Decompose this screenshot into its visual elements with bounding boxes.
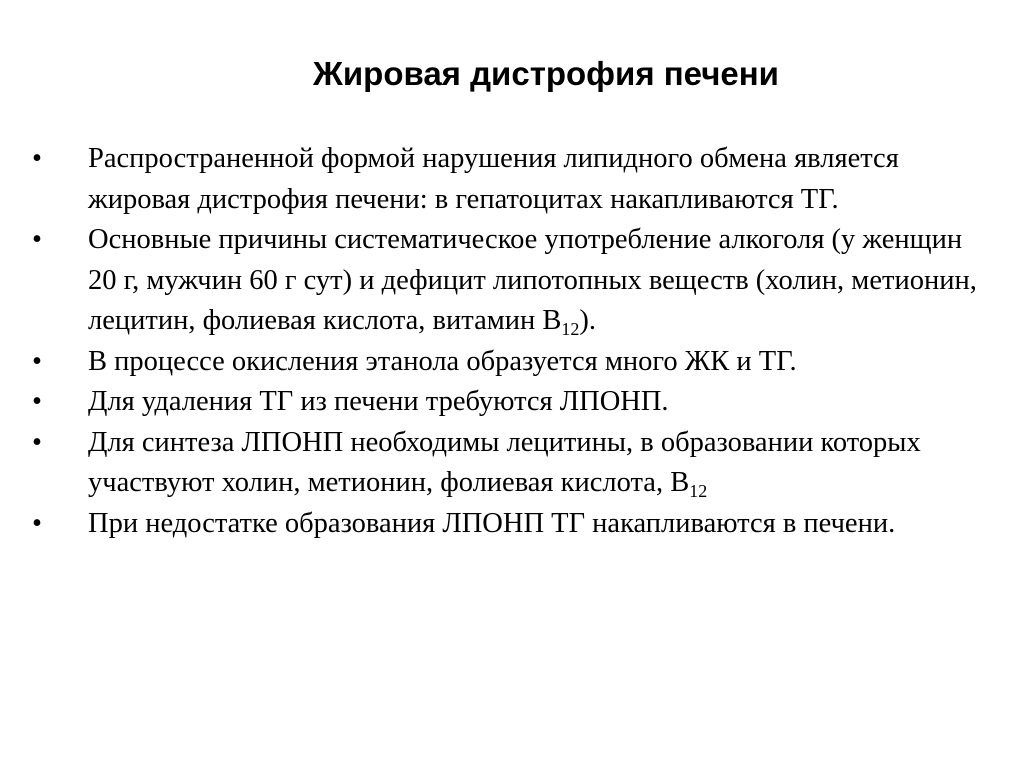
bullet-icon: • (32, 507, 42, 539)
bullet-icon: • (32, 143, 42, 174)
subscript: 12 (561, 319, 580, 339)
bullet-item (32, 504, 992, 545)
bullet-item (32, 342, 992, 383)
bullet-text: Распространенной формой нарушения липидного обмена является жировая дистрофия печени: в гепатоцитах накапливаются ТГ. (88, 143, 899, 215)
subscript: 12 (689, 481, 708, 501)
bullet-list (32, 139, 992, 544)
bullet-item (32, 382, 992, 423)
bullet-icon: • (32, 224, 42, 255)
bullet-text: В процессе окисления этанола образуется много ЖК и ТГ. (88, 345, 797, 377)
slide-title: Жировая дистрофия печени (313, 55, 779, 92)
bullet-icon: • (32, 386, 42, 417)
bullet-icon: • (32, 426, 42, 458)
bullet-icon: • (32, 345, 42, 377)
bullet-text: При недостатке образования ЛПОНП ТГ накапливаются в печени. (88, 507, 896, 539)
bullet-text: Основные причины систематическое употребление алкоголя (у женщин 20 г, мужчин 60 г сут) и дефицит липотопных веществ (холин, метионин, лецитин, фолиевая кислота, витамин $B_{12}$). (88, 224, 977, 339)
bullet-text: Для удаления ТГ из печени требуются ЛПОНП. (88, 386, 669, 417)
bullet-item (32, 139, 992, 220)
bullet-text: Для синтеза ЛПОНП необходимы лецитины, в образовании которых участвуют холин, метионин, фолиевая кислота, $B_{12}$ (88, 426, 921, 501)
bullet-item (32, 220, 992, 342)
bullet-item (32, 423, 992, 504)
